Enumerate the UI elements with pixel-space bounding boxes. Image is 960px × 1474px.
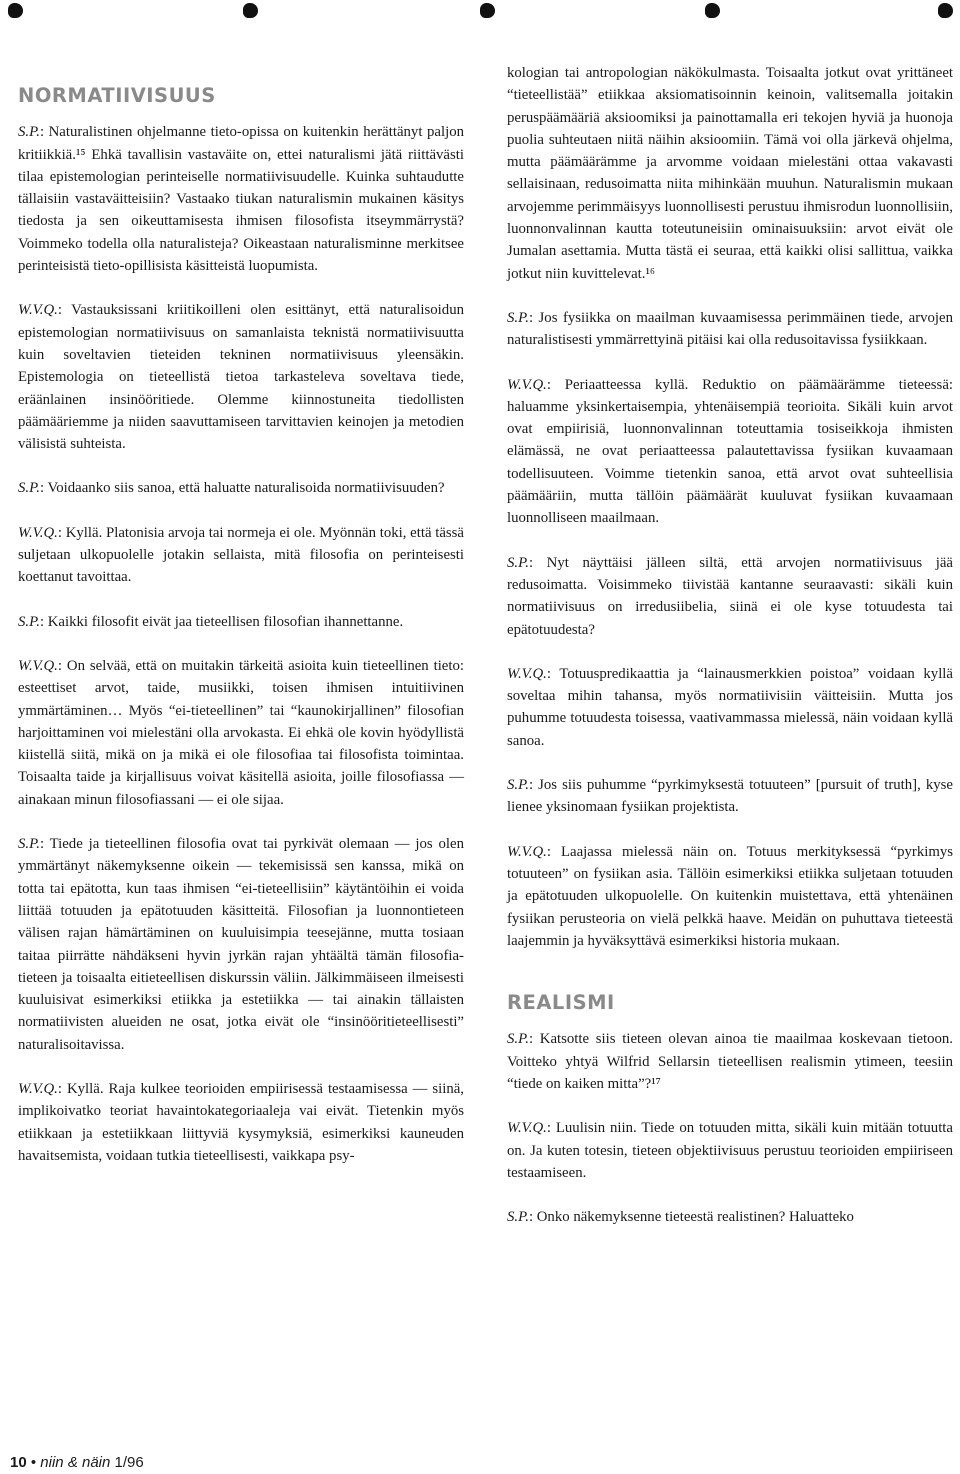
speaker: W.V.Q. bbox=[18, 657, 58, 674]
paragraph bbox=[507, 62, 953, 285]
paragraph bbox=[507, 374, 953, 530]
paragraph-text: : Kaikki filosofit eivät jaa tieteellisen filosofian ihannettanne. bbox=[39, 613, 404, 630]
paragraph-text: : Voidaanko siis sanoa, että haluatte naturalisoida normatiivisuuden? bbox=[39, 480, 445, 497]
paragraph bbox=[18, 522, 464, 589]
registration-mark bbox=[8, 3, 23, 18]
section-heading: NORMATIIVISUUS bbox=[18, 84, 216, 107]
speaker: W.V.Q. bbox=[18, 302, 58, 319]
speaker: S.P. bbox=[18, 613, 40, 630]
issue-number: 1/96 bbox=[114, 1454, 144, 1471]
speaker: S.P. bbox=[507, 309, 529, 326]
speaker: W.V.Q. bbox=[507, 665, 547, 682]
speaker: S.P. bbox=[507, 1031, 529, 1048]
paragraph bbox=[18, 655, 464, 811]
magazine-name: niin & näin bbox=[40, 1454, 111, 1471]
paragraph bbox=[18, 299, 464, 455]
paragraph bbox=[507, 841, 953, 952]
paragraph bbox=[507, 1028, 953, 1095]
paragraph-text: : Kyllä. Raja kulkee teorioiden empiirisessä testaamisessa — siinä, implikoivatko teoriat havaintokategoriaaleja vai eivät. Tietenkin myös etiikkaan ja estetiikkaan liittyviä kysymyksiä, esimerkiksi kauneuden havaitsemista, voidaan tutkia tieteellisesti, vaikkapa psy- bbox=[18, 1080, 464, 1164]
page-number: 10 bbox=[10, 1454, 27, 1471]
paragraph-text: : Nyt näyttäisi jälleen siltä, että arvojen normatiivisuus jää redusoimatta. Voisimmeko tiivistää kantanne seuraavasti: sikäli kuin normatiivisuus on irredusiibelia, siinä ei ole kyse totuudesta tai epätotuudesta? bbox=[507, 554, 953, 638]
paragraph bbox=[507, 552, 953, 641]
registration-mark bbox=[480, 3, 495, 18]
paragraph-text: : Kyllä. Platonisia arvoja tai normeja ei ole. Myönnän toki, että tässä suljetaan ulkopuolelle jotakin sellaista, mitä filosofia on perinteisesti koettanut tavoittaa. bbox=[18, 524, 464, 586]
paragraph-text: : Totuuspredikaattia ja “lainausmerkkien poistoa” voidaan kyllä soveltaa mihin tahansa, myös normatiivisiin väitteisiin. Mutta jos puhumme totuudesta toisessa, vaativammassa mielessä, näin voidaan kyllä sanoa. bbox=[507, 665, 953, 749]
paragraph-text: : Luulisin niin. Tiede on totuuden mitta, sikäli kuin mitään totuutta on. Ja kuten totesin, tieteen objektiivisuus perustuu teorioiden empiiriseen testaamiseen. bbox=[507, 1120, 953, 1181]
speaker: S.P. bbox=[507, 554, 529, 571]
paragraph bbox=[18, 611, 464, 633]
paragraph bbox=[18, 833, 464, 1056]
speaker: S.P. bbox=[18, 124, 40, 141]
speaker: S.P. bbox=[18, 480, 40, 497]
speaker: W.V.Q. bbox=[507, 376, 547, 393]
registration-mark bbox=[938, 3, 953, 18]
paragraph-text: : Naturalistinen ohjelmanne tieto-opissa on kuitenkin herättänyt paljon kritiikkiä.¹⁵ Ehkä tavallisin vastaväite on, ettei naturalismi jätä riittävästi tilaa epistemologian perinteiselle normatiivisuudelle. Kuinka suhtaudutte tällaisiin vastaväitteisiin? Vastaako tiukan naturalismin mukainen käsitys tiedosta ja sen oikeuttamisesta ihmisen filosofista itseymmärrystä? Voimmeko todella olla naturalisteja? Oikeastaan naturalisminne merkitsee perinteisistä tieto-opillisista käsitteistä luopumista. bbox=[18, 124, 464, 275]
speaker: W.V.Q. bbox=[507, 843, 547, 860]
paragraph-text: : On selvää, että on muitakin tärkeitä asioita kuin tieteellinen tieto: esteettiset arvot, taide, musiikki, toisen ihmisen intuitiivinen ymmärtäminen… Myös “ei-tieteellinen” tai “kaunokirjallinen” filosofian harjoittaminen voi mielestäni olla arvokasta. Ei ehkä ole kovin hyödyllistä kiistellä siitä, mikä on ja mikä ei ole filosofiaa tai filosofista toimintaa. Toisaalta taide ja kirjallisuus voivat käsitellä asioita, joille filosofiassa — ainakaan minun filosofiassani — ei ole sijaa. bbox=[18, 657, 464, 808]
speaker: S.P. bbox=[507, 1209, 529, 1226]
section-heading: REALISMI bbox=[507, 991, 615, 1015]
paragraph-text: : Onko näkemyksenne tieteestä realistinen? Haluatteko bbox=[528, 1209, 854, 1226]
paragraph bbox=[18, 121, 464, 277]
paragraph-text: : Vastauksissani kriitikoilleni olen esittänyt, että naturalisoidun epistemologian normatiivisuus on samanlaista teknistä normatiivisuutta kuin soveltavien tieteiden tekninen normatiivisuus yleensäkin. Epistemologia on tieteellistä tietoa tarkasteleva soveltava tiede, eräänlainen insinööritiede. Olemme kiinnostuneita tiedollisten päämääriemme ja niiden saavuttamiseen tarvittavien keinojen ja metodien välisistä suhteista. bbox=[18, 302, 464, 453]
registration-mark bbox=[705, 3, 720, 18]
speaker: W.V.Q. bbox=[507, 1120, 547, 1137]
page-footer bbox=[10, 1454, 144, 1471]
paragraph bbox=[507, 1117, 953, 1184]
speaker: S.P. bbox=[507, 777, 529, 794]
right-column bbox=[507, 62, 953, 1250]
paragraph bbox=[507, 307, 953, 352]
paragraph-text: : Tiede ja tieteellinen filosofia ovat tai pyrkivät olemaan — jos olen ymmärtänyt näkemyksenne oikein — tekemisissä sen kanssa, mikä on totta tai epätotta, kun taas ihmisen “ei-tieteellisiin” käytäntöihin ei voida liittää totuuden ja epätotuuden käsitteitä. Filosofian ja luonnontieteen välisen rajan hämärtäminen on kuuluisimpia teesejänne, mutta tosiaan taitaa piirrätte nähdäkseni hyvin jyrkän rajan yhtäältä tämän filosofia-tieteen ja toisaalta eitieteellisen diskurssin väliin. Jälkimmäiseen ilmeisesti kuuluisivat esimerkiksi etiikka ja estetiikka — tai ainakin tällaisten normatiivisten alueiden ne osat, jotka eivät ole “insinööritieteellisesti” naturalisoitavissa. bbox=[18, 836, 464, 1053]
paragraph bbox=[18, 1078, 464, 1167]
paragraph-text: kologian tai antropologian näkökulmasta. Toisaalta jotkut ovat yrittäneet “tieteellistää” etiikkaa aksiomatisoinnin keinoin, valitsemalla joitakin peruspäämääriä aksioomiksi ja painottamalla eri tekojen hyviä ja huonoja puolia suhteutaen niitä näihin aksioomiin. Tämä voi olla järkevä ohjelma, mutta päämäärämme ja arvomme voidaan mielestäni ottaa vakavasti sellaisinaan, redusoimatta niita mihinkään muuhun. Naturalismin mukaan arvojemme perimmäisyys luonnollisesti perustuu ihmisrodun luonnollisiin, luonnonvalinnan kautta toteutuneisiin ominaisuuksiin: arvot eivät ole Jumalan asettamia. Mutta tästä ei seuraa, että kaikki olisi sallittua, vaikka jotkut niin kuvittelevat.¹⁶ bbox=[507, 65, 953, 282]
paragraph bbox=[507, 774, 953, 819]
paragraph bbox=[18, 477, 464, 499]
registration-mark bbox=[243, 3, 258, 18]
speaker: S.P. bbox=[18, 836, 40, 853]
paragraph bbox=[507, 663, 953, 752]
paragraph bbox=[507, 1206, 953, 1228]
paragraph-text: : Laajassa mielessä näin on. Totuus merkityksessä “pyrkimys totuuteen” on fysiikan asia. Tällöin esimerkiksi etiikka suljetaan totuuden ja epätotuuden ulkopuolelle. On kuitenkin muistettava, että yhtenäinen fysiikan perusteoria on vielä pelkkä haave. Meidän on puhuttava tieteestä laajemmin ja hyväksyttävä esimerkiksi historia mukaan. bbox=[507, 843, 953, 949]
left-column bbox=[18, 85, 464, 1189]
paragraph-text: : Periaatteessa kyllä. Reduktio on päämäärämme tieteessä: haluamme yksinkertaisempia, yhtenäisempiä teorioita. Sikäli kuin arvot ovat empiirisiä, luonnonvalinnan toteuttamia tosiseikkoja ihmisten elämässä, ne ovat periaatteessa palautettavissa fysiikan kuvaamaan todellisuuteen. Voimme tietenkin sanoa, että arvot ovat suhteellisia päämääriin, mutta tällöin päämäärät kuuluvat fysiikan kuvaamaan luonnolliseen maailmaan. bbox=[507, 376, 953, 527]
paragraph-text: : Jos siis puhumme “pyrkimyksestä totuuteen” [pursuit of truth], kyse lienee yksinomaan fysiikan projektista. bbox=[507, 777, 953, 816]
speaker: W.V.Q. bbox=[18, 524, 58, 541]
paragraph-text: : Katsotte siis tieteen olevan ainoa tie maailmaa koskevaan tietoon. Voitteko yhtyä Wilfrid Sellarsin tieteellisen realismin ytimeen, teesiin “tiede on kaiken mitta”?¹⁷ bbox=[507, 1031, 953, 1092]
speaker: W.V.Q. bbox=[18, 1080, 58, 1097]
footer-bullet: • bbox=[30, 1454, 37, 1471]
paragraph-text: : Jos fysiikka on maailman kuvaamisessa perimmäinen tiede, arvojen naturalistisesti ymmärrettyinä pitäisi kai olla redusoitavissa fysiikkaan. bbox=[507, 309, 953, 349]
